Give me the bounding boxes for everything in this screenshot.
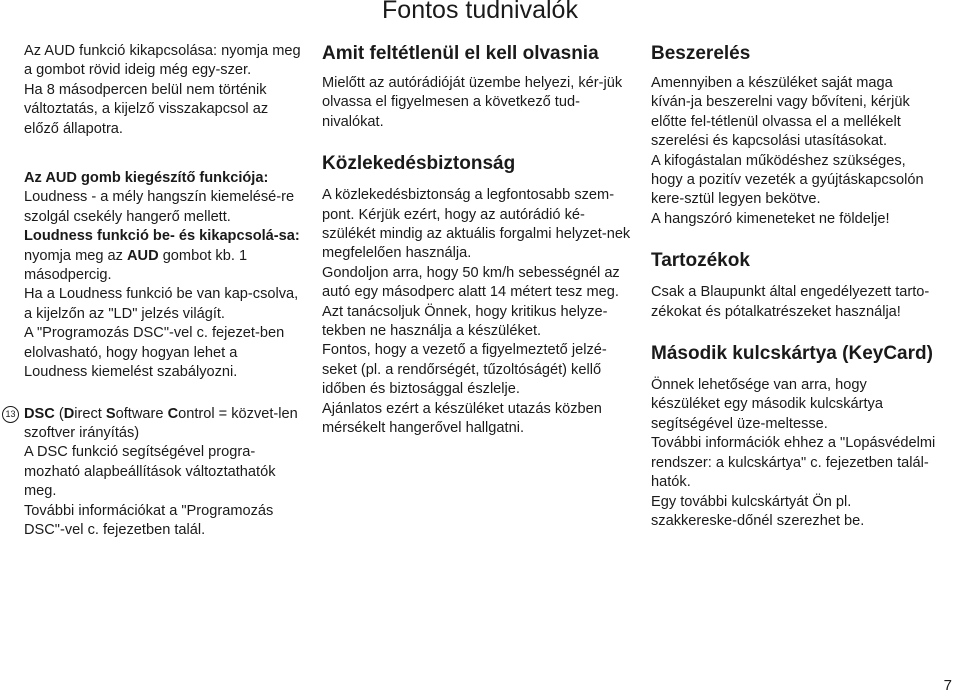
must-read-paragraph: Mielőtt az autórádióját üzembe helyezi, kér-jük olvassa el figyelmesen a következő tud-nivalókat. bbox=[322, 75, 623, 130]
dsc-word-irect: irect bbox=[74, 405, 106, 422]
loudness-ld-paragraph: Ha a Loudness funkció be van kap-csolva, a kijelzőn az "LD" jelzés világít. bbox=[24, 286, 299, 322]
dsc-function-paragraph: A DSC funkció segítségével progra-mozható alapbeállítások változtathatók meg. bbox=[24, 444, 276, 500]
keycard-heading: Második kulcskártya (KeyCard) bbox=[651, 343, 933, 365]
aud-off-paragraph: Az AUD funkció kikapcsolása: nyomja meg a gombot rövid ideig még egy-szer. bbox=[24, 43, 301, 79]
speaker-ground-paragraph: A hangszóró kimeneteket ne földelje! bbox=[651, 210, 890, 227]
critical-situations-paragraph: Azt tanácsoljuk Önnek, hogy kritikus helyze-tekben ne használja a készüléket. bbox=[322, 303, 608, 340]
dsc-letter-s: S bbox=[105, 405, 116, 422]
page-number: 7 bbox=[943, 677, 952, 694]
dsc-label: DSC bbox=[24, 405, 55, 422]
dsc-word-oftware: oftware bbox=[115, 405, 168, 422]
dsc-word-rest: ontrol = közvet-len szoftver irányítás) bbox=[24, 405, 298, 441]
loudness-toggle-paragraph bbox=[24, 227, 304, 285]
dsc-letter-c: C bbox=[167, 405, 179, 422]
volume-advice-paragraph: Ajánlatos ezért a készüléket utazás közben mérsékelt hangerővel hallgatni. bbox=[322, 400, 602, 437]
aud-extra-heading: Az AUD gomb kiegészítő funkciója: bbox=[24, 170, 269, 187]
dsc-definition bbox=[24, 405, 304, 444]
traffic-safety-paragraph: A közlekedésbiztonság a legfontosabb szem-pont. Kérjük ezért, hogy az autórádió ké-szülékét mindig az aktuális forgalmi helyzet-nek megfelelően használja. bbox=[322, 187, 631, 262]
keycard-dealer-paragraph: Egy további kulcskártyát Ön pl. szakkereske-dőnél szerezhet be. bbox=[651, 493, 865, 529]
loudness-toggle-text-b: gombot kb. 1 másodpercig. bbox=[24, 247, 248, 284]
aud-timeout-paragraph: Ha 8 másodpercen belül nem történik változtatás, a kijelző visszakapcsol az előző állapotra. bbox=[24, 81, 269, 137]
speed-paragraph: Gondoljon arra, hogy 50 km/h sebességnél az autó egy másodperc alatt 14 métert tesz meg. bbox=[322, 264, 620, 301]
loudness-toggle-label: Loudness funkció be- és kikapcsolá-sa: bbox=[24, 228, 300, 245]
installation-heading: Beszerelés bbox=[651, 43, 751, 64]
warning-signals-paragraph: Fontos, hogy a vezető a figyelmeztető jelzé-seket (pl. a rendőrségét, tűzoltóságét) kellő időben és biztosággal észlelje. bbox=[322, 342, 607, 398]
right-column bbox=[651, 42, 936, 531]
page-title: Fontos tudnivalók bbox=[382, 0, 578, 24]
aud-key-label: AUD bbox=[127, 247, 159, 264]
left-column bbox=[5, 42, 304, 540]
dsc-section bbox=[5, 405, 304, 541]
keycard-more-info-paragraph: További információk ehhez a "Lopásvédelmi rendszer: a kulcskártya" c. fejezetben talál-hatók. bbox=[651, 435, 936, 491]
dsc-open-paren: ( bbox=[54, 405, 64, 422]
middle-column bbox=[322, 42, 632, 439]
loudness-description: Loudness - a mély hangszín kiemelésé-re szolgál csekély hangerő mellett. bbox=[24, 189, 295, 225]
accessories-heading: Tartozékok bbox=[651, 250, 750, 272]
accessories-paragraph: Csak a Blaupunkt által engedélyezett tarto-zékokat és pótalkatrészeket használja! bbox=[651, 284, 930, 320]
must-read-heading: Amit feltétlenül el kell olvasnia bbox=[322, 43, 599, 64]
installation-paragraph: Amennyiben a készüléket saját maga kíván-ja beszerelni vagy bővíteni, kérjük előtte fel-tétlenül olvassa el a mellékelt szerelési és kapcsolási utasításokat. bbox=[651, 75, 910, 150]
dsc-letter-d: D bbox=[63, 405, 75, 422]
keycard-paragraph: Önnek lehetősége van arra, hogy készüléket egy második kulcskártya segítségével üze-meltesse. bbox=[651, 377, 883, 432]
ignition-paragraph: A kifogástalan működéshez szükséges, hogy a pozitív vezeték a gyújtáskapcsolón kere-sztül legyen bekötve. bbox=[651, 152, 924, 208]
dsc-more-info-paragraph: További információkat a "Programozás DSC"-vel c. fejezetben talál. bbox=[24, 502, 274, 538]
loudness-dsc-paragraph: A "Programozás DSC"-vel c. fejezet-ben elolvasható, hogy hogyan lehet a Loudness kiemelést szabályozni. bbox=[24, 325, 285, 381]
traffic-safety-heading: Közlekedésbiztonság bbox=[322, 153, 516, 175]
loudness-toggle-text-a: nyomja meg az bbox=[24, 247, 128, 264]
item-number-marker: 13 bbox=[2, 406, 19, 423]
